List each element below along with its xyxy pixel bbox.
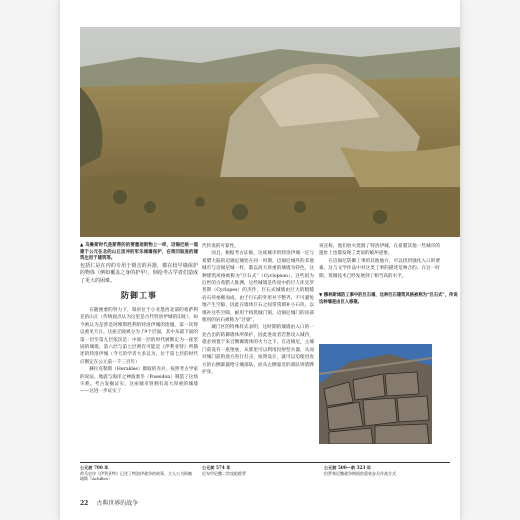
cyclopean-wall-photo xyxy=(319,344,432,444)
body-paragraph: 城门区的特殊样式表明，这时期的城墙由入口的一处凸出的防御墙体所保护，因此进攻者若想攻入城内，就必须置于来自侧翼墙体的火力之下。在迈锡尼，主城门前设有一座堡垒，从那里可以利用投射型兵器，从而对城门前的敌方进行打击，按照设计，就可以迫使进攻方的右侧暴露给守城部队，而从左侧靠近的部队则盾牌护身。 xyxy=(202,325,314,375)
timeline-text: 荷马史诗《伊利亚特》记述了特洛伊战争的故事，主人公为阿喀琉斯（Achilles） xyxy=(80,470,192,481)
page-number: 22 xyxy=(80,500,89,507)
photo-caption: ▲ 乌鲁斯时代是斯蒂的的要塞迹斯物上一样，迈锡尼统一道建于公元在北的山丘顶冲的军乐城墙保护，在周凹取进的建筑也用于建筑等。 xyxy=(80,243,198,262)
timeline-entry xyxy=(80,465,192,482)
body-paragraph: 赫拉克勒斯（Herakles）摄取的赤兵，按照考古学家的说法，地震与海洋之神波塞冬（Poseidon）制造了这场灾难。考古发掘证实，这座城市曾拥有高大厚重的城墙——这进一步证实了 xyxy=(80,367,198,395)
citadel-photo xyxy=(80,27,460,237)
left-column xyxy=(80,243,198,396)
middle-column xyxy=(202,243,314,376)
right-column xyxy=(319,243,440,291)
body-paragraph: 而且，根据考古证据，这座城市的特洛伊城一定与希腊大陆的迈锡尼城处在同一时期。迈锡尼城外的其他城市与迈锡尼城一样，都以高大厚重的城墙为特色，这种建筑风格被称为“巨石式”（Cyclopean）。这些因为后世的古希腊人推测，这些城墙是传说中的巨人库克罗普斯（Cyclopes）的杰作，巨石式城墙由巨大的粗糙岩石块垒砌而成，由于巨石的外形并不整齐，不可避免地产生空隙，因此在墙体巨石之间常常填补小石块，以填补这些空隙，耐用于构筑城门洞，迈锡尼城门的顶部使用的岩石被称为“过梁”。 xyxy=(202,251,314,324)
body-paragraph: 代传说的可靠性。 xyxy=(202,244,239,249)
lead-paragraph: 包括仁是在内的专用于倒击的兵器，都在较早墙保护的物体（例如覆盖之身的护甲），倒给考古学者们造成了更大的困难。 xyxy=(80,262,198,284)
timeline-text: 伯罗奔尼撒战争期间的重装步兵作战方式 xyxy=(324,470,396,476)
timeline-date: 公元前 500—前 323 年 xyxy=(324,465,371,470)
body-paragraph: 在随便要的努力下，筹府位于小亚墨西北部的希萨利克的山丘（传统观点认为这里是古代特洛伊城的旧址），如今被认为是曾是阿摩斯胜利的特洛伊城的废墟，第一次得以重见天日。这座丘陵被分为了9个层面，其中从最下面的第一层至第九层依次是：中间一层的时代被断定为一座坚固的城墙，第六层与第七层则有可能是《伊利亚特》所描述的特洛伊城（今天的学者大多以为，位于第七层的时代应断定在公元前一千三百年） xyxy=(80,307,198,365)
timeline-entry xyxy=(324,465,448,476)
timeline-date: 公元前 574 年 xyxy=(202,465,231,470)
book-title: 古典世界的战争 xyxy=(96,500,139,507)
timeline-text: 尼布甲尼撒二世攻陷推罗 xyxy=(202,470,246,476)
book-page xyxy=(60,0,460,520)
section-title: 防御工事 xyxy=(121,289,157,300)
timeline-entry xyxy=(202,465,314,476)
body-paragraph: 在迈锡尼防御工事的其他地方，可以找到强化入口的要素，这与文学作品中对这类工事的描述是吻合的。在这一时期，筑城技术已经发展到了相当高的水平。 xyxy=(319,258,440,279)
timeline xyxy=(80,462,450,493)
body-paragraph: 说宣称，他们放火烧毁了特洛伊城，在希腊其他一些城市的遗址上也都发现了类似的破坏迹象。 xyxy=(319,244,440,257)
wall-photo-caption: ▼ 穆林斯城防工事中的巨石墙，这种巨石建筑风格被称为“巨石式”，传说这种墙是由巨人修建。 xyxy=(319,293,458,305)
page-footer xyxy=(80,498,138,507)
timeline-date: 公元前 700 年 xyxy=(80,465,109,470)
